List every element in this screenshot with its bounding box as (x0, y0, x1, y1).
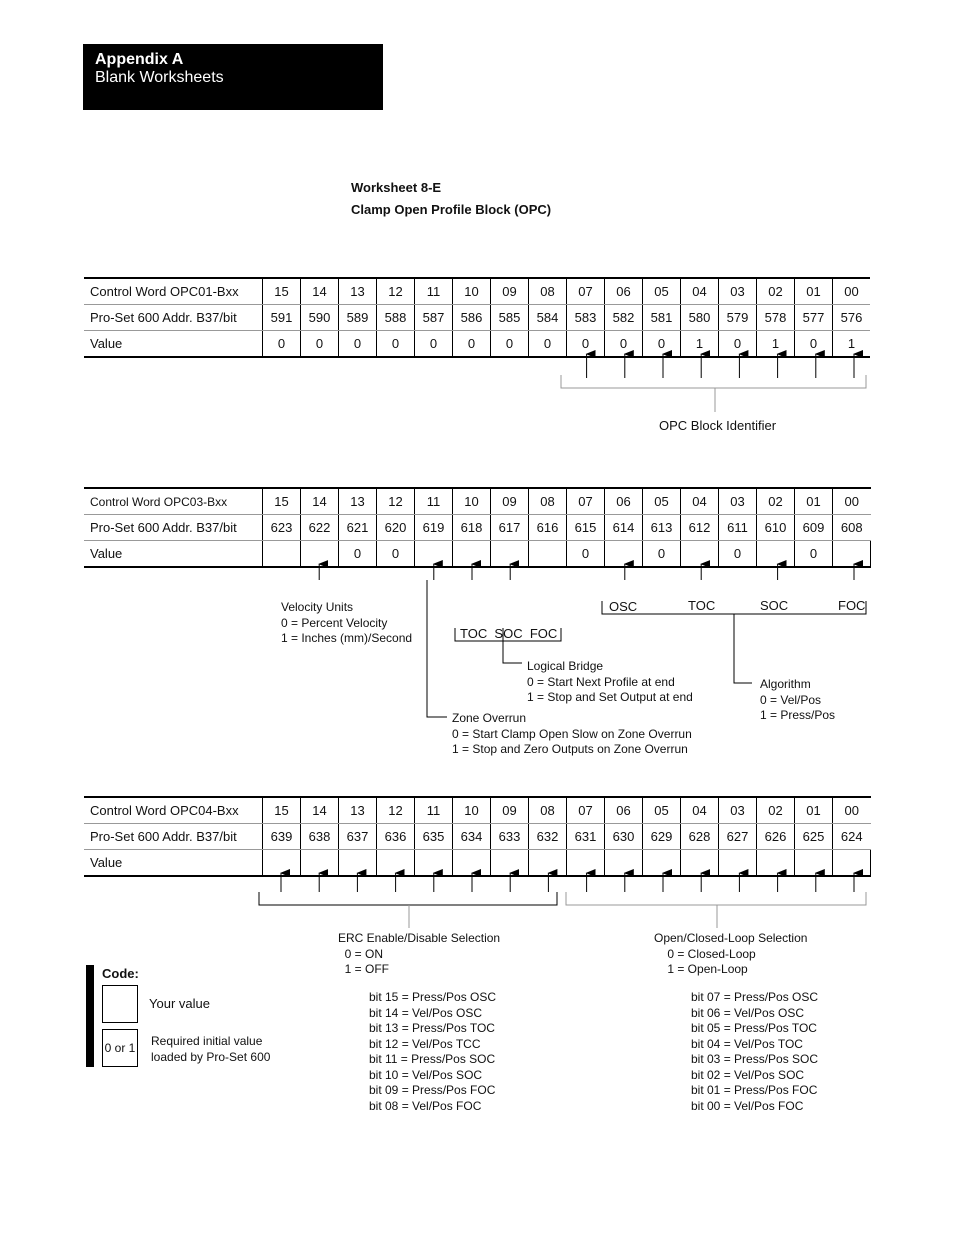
bit-cell: 10 (453, 488, 491, 515)
bit-cell: 10 (453, 278, 491, 305)
bit-cell: 13 (339, 488, 377, 515)
bit-cell: 14 (301, 797, 339, 824)
bit-cell: 04 (681, 488, 719, 515)
row-label: Pro-Set 600 Addr. B37/bit (84, 824, 263, 850)
bit-cell: 09 (491, 278, 529, 305)
value-cell[interactable]: 1 (833, 331, 871, 358)
bit-cell: 02 (757, 488, 795, 515)
value-cell[interactable]: 0 (795, 331, 833, 358)
bit-cell: 13 (339, 278, 377, 305)
legend-title: Code: (102, 966, 139, 981)
address-cell: 576 (833, 305, 871, 331)
address-cell: 587 (415, 305, 453, 331)
value-cell[interactable]: 0 (643, 541, 681, 568)
bit-cell: 09 (491, 488, 529, 515)
address-cell: 590 (301, 305, 339, 331)
bit-cell: 08 (529, 278, 567, 305)
bit-cell: 06 (605, 488, 643, 515)
bit-cell: 05 (643, 278, 681, 305)
foc-label: FOC (838, 598, 866, 613)
value-cell[interactable]: 0 (339, 541, 377, 568)
open-closed-loop-note: Open/Closed-Loop Selection 0 = Closed-Loop 1 = Open-Loop (654, 931, 808, 976)
bit-cell: 03 (719, 278, 757, 305)
address-cell: 638 (301, 824, 339, 850)
appendix-subtitle: Blank Worksheets (95, 69, 224, 86)
bit-definitions-low: bit 07 = Press/Pos OSC bit 06 = Vel/Pos OSC bit 05 = Press/Pos TOC bit 04 = Vel/Pos TOC bit 03 = Press/Pos SOC bit 02 = Vel/Pos SOC bit 01 = Press/Pos FOC bit 00 = Vel/Pos FOC (691, 990, 819, 1113)
bit-cell: 04 (681, 278, 719, 305)
logical-bridge-note: Logical Bridge 0 = Start Next Profile at end 1 = Stop and Set Output at end (527, 659, 693, 704)
legend-your-value-label: Your value (149, 996, 210, 1011)
address-cell: 608 (833, 515, 871, 541)
value-cell[interactable]: 0 (263, 331, 301, 358)
legend-required-box: 0 or 1 (102, 1029, 138, 1067)
address-cell: 616 (529, 515, 567, 541)
address-cell: 591 (263, 305, 301, 331)
address-cell: 627 (719, 824, 757, 850)
address-cell: 609 (795, 515, 833, 541)
address-cell: 579 (719, 305, 757, 331)
value-cell[interactable]: 1 (681, 331, 719, 358)
bit-cell: 05 (643, 797, 681, 824)
algorithm-note: Algorithm 0 = Vel/Pos 1 = Press/Pos (760, 677, 836, 722)
address-cell: 612 (681, 515, 719, 541)
address-cell: 619 (415, 515, 453, 541)
address-cell: 589 (339, 305, 377, 331)
address-cell: 610 (757, 515, 795, 541)
value-cell[interactable]: 0 (795, 541, 833, 568)
address-cell: 588 (377, 305, 415, 331)
address-cell: 630 (605, 824, 643, 850)
bit-cell: 12 (377, 797, 415, 824)
row-label: Control Word OPC03-Bxx (84, 488, 263, 515)
value-cell[interactable]: 0 (605, 331, 643, 358)
address-cell: 585 (491, 305, 529, 331)
row-label: Control Word OPC01-Bxx (84, 278, 263, 305)
address-cell: 578 (757, 305, 795, 331)
bit-cell: 10 (453, 797, 491, 824)
address-cell: 639 (263, 824, 301, 850)
value-cell[interactable]: 0 (453, 331, 491, 358)
address-cell: 624 (833, 824, 871, 850)
address-cell: 586 (453, 305, 491, 331)
address-cell: 580 (681, 305, 719, 331)
row-label: Pro-Set 600 Addr. B37/bit (84, 515, 263, 541)
address-cell: 633 (491, 824, 529, 850)
bit-cell: 11 (415, 797, 453, 824)
value-cell[interactable]: 0 (719, 541, 757, 568)
address-cell: 617 (491, 515, 529, 541)
opc-block-identifier-label: OPC Block Identifier (659, 418, 777, 433)
value-cell[interactable]: 0 (339, 331, 377, 358)
bit-cell: 15 (263, 278, 301, 305)
address-cell: 577 (795, 305, 833, 331)
address-cell: 622 (301, 515, 339, 541)
address-cell: 582 (605, 305, 643, 331)
worksheet-subtitle: Clamp Open Profile Block (OPC) (351, 202, 552, 217)
bit-cell: 00 (833, 488, 871, 515)
address-cell: 623 (263, 515, 301, 541)
address-cell: 613 (643, 515, 681, 541)
zone-overrun-note: Zone Overrun 0 = Start Clamp Open Slow on Zone Overrun 1 = Stop and Zero Outputs on Zone Overrun (452, 711, 692, 756)
address-cell: 636 (377, 824, 415, 850)
address-cell: 626 (757, 824, 795, 850)
bit-cell: 00 (833, 797, 871, 824)
row-label: Value (84, 331, 263, 358)
bit-cell: 12 (377, 488, 415, 515)
group-toc-soc-foc-label: TOC SOC FOC (460, 626, 558, 641)
address-cell: 631 (567, 824, 605, 850)
erc-selection-note: ERC Enable/Disable Selection 0 = ON 1 = OFF (338, 931, 501, 976)
bit-cell: 08 (529, 797, 567, 824)
address-cell: 635 (415, 824, 453, 850)
worksheet-title: Worksheet 8-E (351, 180, 442, 195)
bit-cell: 02 (757, 278, 795, 305)
value-cell[interactable]: 0 (719, 331, 757, 358)
address-cell: 584 (529, 305, 567, 331)
value-cell[interactable]: 0 (491, 331, 529, 358)
bit-cell: 00 (833, 278, 871, 305)
osc-label: OSC (609, 599, 638, 614)
bit-cell: 14 (301, 488, 339, 515)
velocity-units-note: Velocity Units 0 = Percent Velocity 1 = Inches (mm)/Second (281, 600, 413, 645)
bit-cell: 05 (643, 488, 681, 515)
bit-cell: 08 (529, 488, 567, 515)
address-cell: 637 (339, 824, 377, 850)
row-label: Value (84, 541, 263, 568)
value-cell[interactable]: 0 (567, 331, 605, 358)
value-cell[interactable]: 0 (377, 331, 415, 358)
value-cell[interactable]: 0 (415, 331, 453, 358)
bit-cell: 01 (795, 278, 833, 305)
bit-definitions-high: bit 15 = Press/Pos OSC bit 14 = Vel/Pos OSC bit 13 = Press/Pos TOC bit 12 = Vel/Pos TCC bit 11 = Press/Pos SOC bit 10 = Vel/Pos SOC bit 09 = Press/Pos FOC bit 08 = Vel/Pos FOC (369, 990, 497, 1113)
bit-cell: 13 (339, 797, 377, 824)
bit-cell: 06 (605, 278, 643, 305)
bit-cell: 09 (491, 797, 529, 824)
soc-label: SOC (760, 598, 789, 613)
bit-cell: 01 (795, 488, 833, 515)
address-cell: 629 (643, 824, 681, 850)
value-cell[interactable]: 1 (757, 331, 795, 358)
toc-label: TOC (688, 598, 716, 613)
row-label: Control Word OPC04-Bxx (84, 797, 263, 824)
address-cell: 634 (453, 824, 491, 850)
bit-cell: 12 (377, 278, 415, 305)
address-cell: 615 (567, 515, 605, 541)
address-cell: 632 (529, 824, 567, 850)
value-cell[interactable]: 0 (567, 541, 605, 568)
legend-bar (86, 965, 94, 1067)
value-cell[interactable]: 0 (301, 331, 339, 358)
bit-cell: 11 (415, 488, 453, 515)
address-cell: 621 (339, 515, 377, 541)
address-cell: 620 (377, 515, 415, 541)
bit-cell: 04 (681, 797, 719, 824)
address-cell: 628 (681, 824, 719, 850)
value-cell[interactable]: 0 (377, 541, 415, 568)
address-cell: 581 (643, 305, 681, 331)
bit-cell: 02 (757, 797, 795, 824)
bit-cell: 03 (719, 488, 757, 515)
row-label: Value (84, 850, 263, 877)
bit-cell: 14 (301, 278, 339, 305)
value-cell[interactable]: 0 (643, 331, 681, 358)
bit-cell: 15 (263, 488, 301, 515)
appendix-title: Appendix A (95, 51, 184, 68)
legend-your-value-box (102, 985, 138, 1023)
bit-cell: 01 (795, 797, 833, 824)
address-cell: 625 (795, 824, 833, 850)
row-label: Pro-Set 600 Addr. B37/bit (84, 305, 263, 331)
legend-required-label: Required initial value loaded by Pro-Set 600 (151, 1034, 271, 1064)
bit-cell: 07 (567, 488, 605, 515)
address-cell: 583 (567, 305, 605, 331)
address-cell: 614 (605, 515, 643, 541)
bit-cell: 07 (567, 278, 605, 305)
address-cell: 611 (719, 515, 757, 541)
address-cell: 618 (453, 515, 491, 541)
bit-cell: 11 (415, 278, 453, 305)
bit-cell: 03 (719, 797, 757, 824)
bit-cell: 15 (263, 797, 301, 824)
bit-cell: 06 (605, 797, 643, 824)
value-cell[interactable]: 0 (529, 331, 567, 358)
bit-cell: 07 (567, 797, 605, 824)
